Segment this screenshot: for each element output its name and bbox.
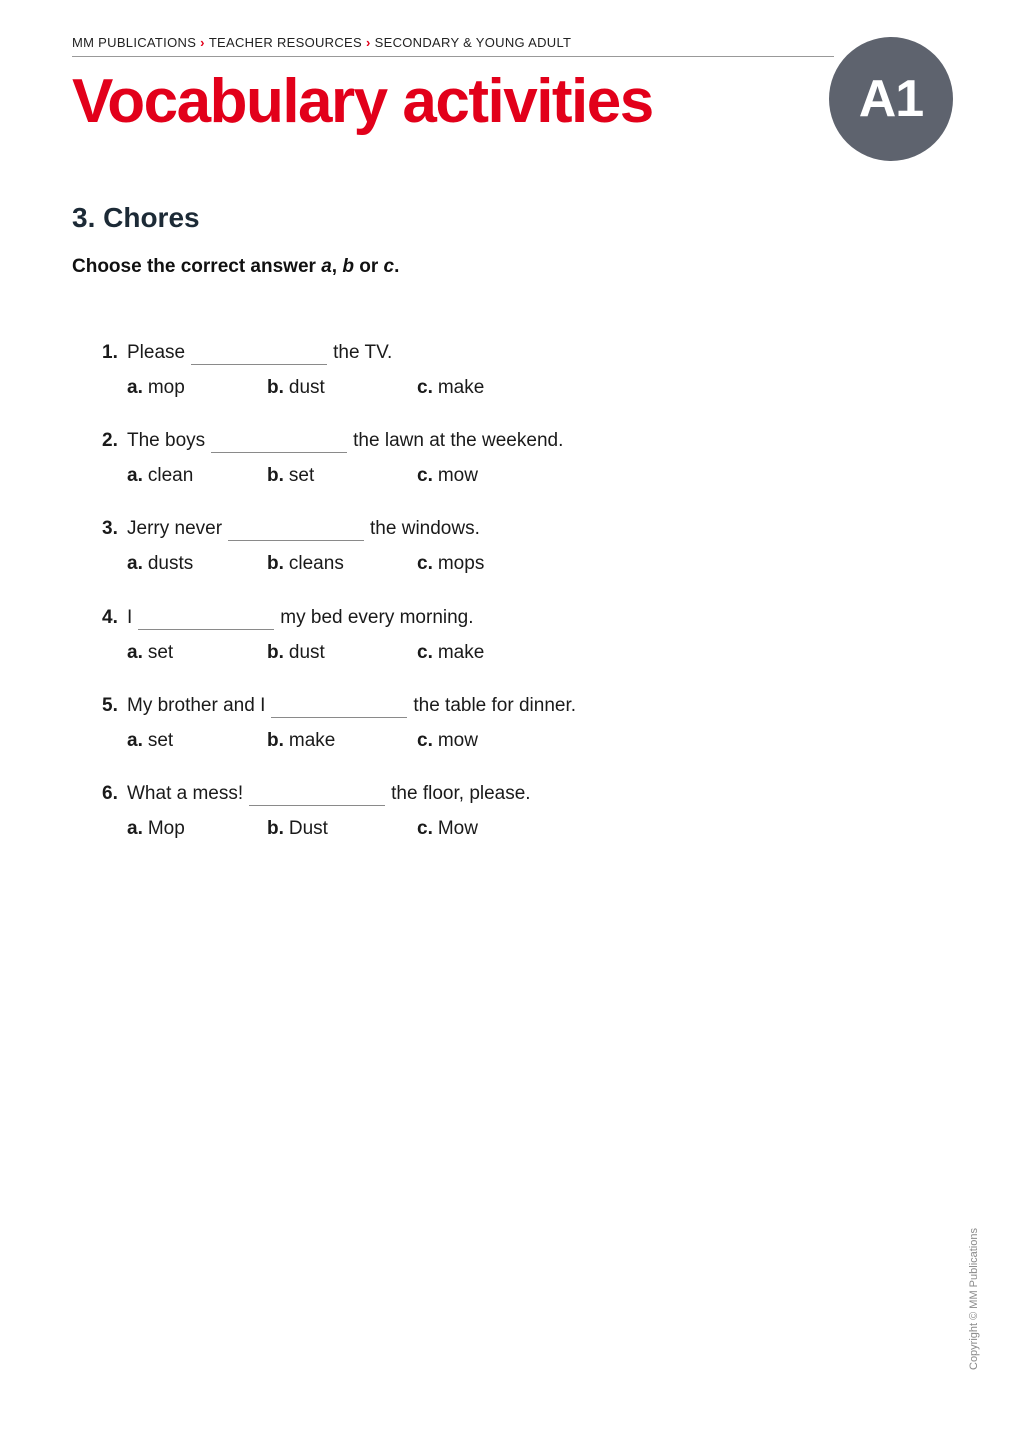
breadcrumb-item-publisher[interactable]: MM PUBLICATIONS — [72, 35, 197, 50]
section-title: 3. Chores — [72, 202, 200, 233]
option-letter: a. — [127, 730, 143, 751]
option-a[interactable] — [127, 376, 185, 400]
question-number: 5. — [102, 695, 118, 716]
question-6 — [102, 782, 702, 841]
answer-blank[interactable] — [191, 344, 327, 365]
option-text: set — [288, 465, 315, 486]
answer-options — [102, 641, 702, 665]
option-text: Dust — [288, 818, 328, 839]
option-text: set — [147, 642, 174, 663]
instruction-option-a: a — [321, 256, 332, 277]
instruction-text: Choose the correct answer — [72, 256, 322, 277]
option-text: make — [437, 642, 485, 663]
option-letter: a. — [127, 377, 143, 398]
option-letter: c. — [417, 818, 433, 839]
option-text: dust — [288, 642, 325, 663]
option-letter: c. — [417, 377, 433, 398]
answer-options — [102, 464, 702, 488]
option-text: mow — [437, 730, 478, 751]
question-text-after: the lawn at the weekend. — [353, 430, 564, 451]
question-1 — [102, 341, 702, 400]
question-text-before: Jerry never — [127, 518, 223, 539]
copyright-notice: Copyright © MM Publications — [968, 1228, 980, 1370]
breadcrumb-item-teacher-resources[interactable]: TEACHER RESOURCES — [208, 35, 362, 50]
option-text: mow — [437, 465, 478, 486]
option-text: clean — [147, 465, 194, 486]
option-letter: a. — [127, 465, 143, 486]
breadcrumb-item-secondary[interactable]: SECONDARY & YOUNG ADULT — [374, 35, 572, 50]
option-a[interactable] — [127, 729, 173, 753]
question-number: 1. — [102, 342, 118, 363]
option-letter: c. — [417, 642, 433, 663]
instructions — [72, 255, 399, 279]
answer-blank[interactable] — [271, 697, 407, 718]
answer-options — [102, 817, 702, 841]
option-c[interactable] — [417, 464, 478, 488]
option-text: dusts — [147, 553, 194, 574]
instruction-comma: , — [331, 256, 343, 277]
question-sentence — [102, 517, 702, 541]
instruction-or: or — [353, 256, 384, 277]
question-sentence — [102, 429, 702, 453]
question-text-before: I — [127, 607, 133, 628]
option-letter: a. — [127, 642, 143, 663]
question-sentence — [102, 341, 702, 365]
option-letter: b. — [267, 642, 284, 663]
question-3 — [102, 517, 702, 576]
question-sentence — [102, 782, 702, 806]
answer-blank[interactable] — [211, 432, 347, 453]
answer-options — [102, 376, 702, 400]
question-text-before: What a mess! — [127, 783, 244, 804]
question-text-before: Please — [127, 342, 186, 363]
breadcrumb — [72, 35, 571, 50]
chevron-right-icon: › — [366, 35, 371, 50]
question-number: 6. — [102, 783, 118, 804]
option-a[interactable] — [127, 817, 185, 841]
question-text-after: the table for dinner. — [413, 695, 577, 716]
instruction-option-c: c — [383, 256, 395, 277]
option-letter: b. — [267, 465, 284, 486]
option-letter: c. — [417, 553, 433, 574]
answer-options — [102, 552, 702, 576]
question-text-after: the TV. — [333, 342, 393, 363]
option-b[interactable] — [267, 376, 325, 400]
question-text-before: The boys — [127, 430, 206, 451]
option-c[interactable] — [417, 729, 478, 753]
option-c[interactable] — [417, 817, 478, 841]
option-letter: b. — [267, 730, 284, 751]
option-letter: c. — [417, 730, 433, 751]
option-c[interactable] — [417, 552, 484, 576]
option-c[interactable] — [417, 641, 484, 665]
answer-blank[interactable] — [138, 609, 274, 630]
page-title: Vocabulary activities — [72, 67, 653, 136]
answer-blank[interactable] — [249, 785, 385, 806]
option-text: set — [147, 730, 174, 751]
question-number: 2. — [102, 430, 118, 451]
option-text: mops — [437, 553, 485, 574]
option-b[interactable] — [267, 552, 344, 576]
option-text: mop — [147, 377, 185, 398]
header-divider — [72, 56, 834, 57]
question-number: 4. — [102, 607, 118, 628]
question-number: 3. — [102, 518, 118, 539]
question-sentence — [102, 694, 702, 718]
option-letter: c. — [417, 465, 433, 486]
instruction-option-b: b — [342, 256, 354, 277]
answer-blank[interactable] — [228, 520, 364, 541]
level-badge: A1 — [829, 37, 953, 161]
option-b[interactable] — [267, 641, 325, 665]
question-4 — [102, 606, 702, 665]
option-letter: a. — [127, 553, 143, 574]
question-text-after: my bed every morning. — [280, 607, 474, 628]
option-text: cleans — [288, 553, 344, 574]
chevron-right-icon: › — [200, 35, 205, 50]
option-letter: a. — [127, 818, 143, 839]
option-text: make — [288, 730, 336, 751]
question-5 — [102, 694, 702, 753]
question-text-after: the windows. — [370, 518, 480, 539]
option-text: Mop — [147, 818, 185, 839]
option-letter: b. — [267, 553, 284, 574]
option-b[interactable] — [267, 729, 335, 753]
option-a[interactable] — [127, 552, 193, 576]
question-text-before: My brother and I — [127, 695, 266, 716]
instruction-period: . — [394, 256, 400, 277]
option-letter: b. — [267, 818, 284, 839]
option-letter: b. — [267, 377, 284, 398]
option-a[interactable] — [127, 464, 193, 488]
option-b[interactable] — [267, 464, 314, 488]
option-text: Mow — [437, 818, 478, 839]
option-c[interactable] — [417, 376, 484, 400]
question-text-after: the floor, please. — [391, 783, 531, 804]
question-sentence — [102, 606, 702, 630]
answer-options — [102, 729, 702, 753]
question-2 — [102, 429, 702, 488]
option-text: dust — [288, 377, 325, 398]
option-a[interactable] — [127, 641, 173, 665]
option-b[interactable] — [267, 817, 328, 841]
option-text: make — [437, 377, 485, 398]
